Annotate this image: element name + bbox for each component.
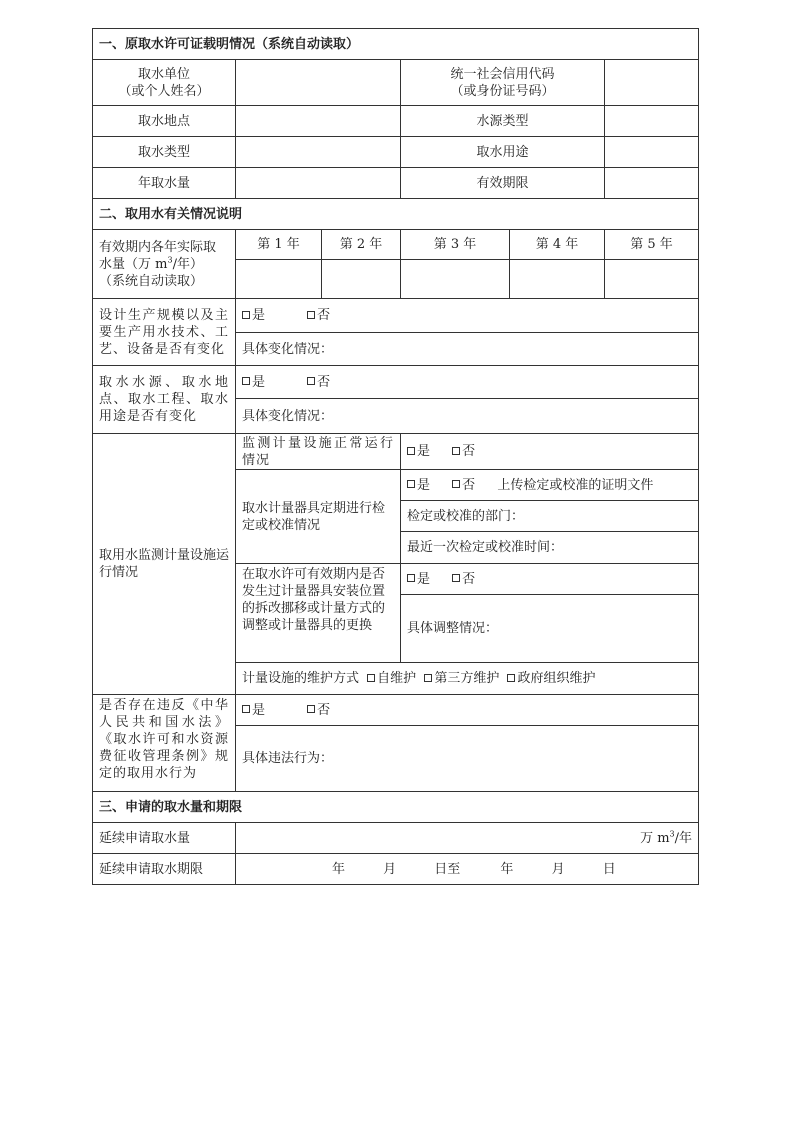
year-2-value[interactable] [322,260,401,299]
section2-title: 二、取用水有关情况说明 [93,199,699,230]
intake-location-label: 取水地点 [93,106,236,137]
source-change-yes-option[interactable] [242,374,265,391]
intake-location-field[interactable] [236,106,401,137]
violation-options [236,695,699,726]
normal-operation-label: 监测计量设施正常运行情况 [236,434,401,470]
checkbox-icon[interactable] [242,311,250,319]
calibration-department-field[interactable]: 检定或校准的部门： [401,501,699,532]
violation-detail-field[interactable]: 具体违法行为： [236,726,699,792]
normal-operation-no-option[interactable] [452,443,475,460]
start-day-to: 日至 [434,861,461,877]
no-label: 否 [317,702,331,718]
checkbox-icon[interactable] [367,674,375,682]
checkbox-icon[interactable] [307,311,315,319]
credit-code-field[interactable] [605,60,699,106]
section1-title: 一、原取水许可证载明情况（系统自动读取） [93,29,699,60]
option-label: 政府组织维护 [517,671,596,686]
adjustment-label: 在取水许可有效期内是否发生过计量器具安装位置的拆改挪移或计量方式的调整或计量器具的更换 [236,564,401,663]
calibration-yes-option[interactable] [407,477,430,494]
unit-text: 水量（万 m [99,256,168,272]
renewal-amount-unit [640,831,692,846]
unit-text: 万 m [640,830,670,846]
intake-purpose-field[interactable] [605,137,699,168]
checkbox-icon[interactable] [452,447,460,455]
renewal-period-field[interactable] [236,854,699,885]
unit-name-label-line1: 取水单位 [137,66,190,82]
renewal-period-label: 延续申请取水期限 [93,854,236,885]
checkbox-icon[interactable] [424,674,432,682]
checkbox-icon[interactable] [407,574,415,582]
adjustment-no-option[interactable] [452,571,475,588]
monitoring-label: 取用水监测计量设施运行情况 [93,434,236,695]
year-1-header: 第 1 年 [236,230,322,260]
year-5-header: 第 5 年 [605,230,699,260]
source-change-label: 取水水源、取水地点、取水工程、取水用途是否有变化 [93,366,236,434]
violation-yes-option[interactable] [242,702,265,719]
year-4-value[interactable] [510,260,605,299]
source-change-detail-field[interactable]: 具体变化情况： [236,399,699,434]
calibration-last-time-field[interactable]: 最近一次检定或校准时间： [401,532,699,564]
no-label: 否 [462,444,476,459]
design-change-options [236,299,699,333]
checkbox-icon[interactable] [452,480,460,488]
unit-name-label [93,60,236,106]
yes-label: 是 [252,308,266,323]
start-month: 月 [383,861,397,877]
checkbox-icon[interactable] [407,447,415,455]
validity-period-field[interactable] [605,168,699,199]
credit-code-label-line1: 统一社会信用代码 [450,66,555,82]
checkbox-icon[interactable] [507,674,515,682]
checkbox-icon[interactable] [452,574,460,582]
adjustment-yes-option[interactable] [407,571,430,588]
unit-superscript: 3 [669,829,675,839]
annual-usage-label-line1: 有效期内各年实际取 [99,239,217,255]
credit-code-label [401,60,605,106]
adjustment-options [401,564,699,595]
no-label: 否 [462,571,476,587]
annual-usage-label-line3: （系统自动读取） [99,273,204,289]
maintenance-row [236,663,699,695]
water-permit-renewal-form [92,28,699,885]
start-year: 年 [332,861,346,877]
normal-operation-options [401,434,699,470]
design-change-label: 设计生产规模以及主要生产用水技术、工艺、设备是否有变化 [93,299,236,366]
maintenance-government-option[interactable] [507,671,595,686]
yes-label: 是 [417,444,431,459]
checkbox-icon[interactable] [242,377,250,385]
renewal-amount-label: 延续申请取水量 [93,823,236,854]
year-3-value[interactable] [401,260,510,299]
yes-label: 是 [252,702,266,718]
section3-title: 三、申请的取水量和期限 [93,792,699,823]
source-change-options [236,366,699,399]
validity-period-label: 有效期限 [401,168,605,199]
checkbox-icon[interactable] [307,705,315,713]
design-change-yes-option[interactable] [242,307,265,324]
year-4-header: 第 4 年 [510,230,605,260]
adjustment-detail-field[interactable]: 具体调整情况： [401,595,699,663]
maintenance-third-party-option[interactable] [424,671,499,686]
annual-intake-field[interactable] [236,168,401,199]
normal-operation-yes-option[interactable] [407,443,430,460]
unit-suffix: /年 [674,830,693,846]
credit-code-label-line2: （或身份证号码） [450,83,555,99]
annual-intake-label: 年取水量 [93,168,236,199]
source-change-no-option[interactable] [307,374,330,391]
upload-certificate-link[interactable]: 上传检定或校准的证明文件 [497,477,654,493]
design-change-no-option[interactable] [307,307,330,324]
water-source-type-field[interactable] [605,106,699,137]
annual-usage-label-line2 [99,256,229,273]
checkbox-icon[interactable] [242,705,250,713]
end-year: 年 [500,861,514,877]
unit-name-label-line2: （或个人姓名） [118,83,210,99]
calibration-no-option[interactable] [452,477,475,494]
no-label: 否 [462,477,476,493]
option-label: 自维护 [377,671,417,686]
end-day: 日 [602,861,616,877]
year-2-header: 第 2 年 [322,230,401,260]
checkbox-icon[interactable] [407,480,415,488]
yes-label: 是 [417,571,431,587]
year-5-value[interactable] [605,260,699,299]
water-source-type-label: 水源类型 [401,106,605,137]
calibration-options [401,470,699,501]
year-1-value[interactable] [236,260,322,299]
intake-purpose-label: 取水用途 [401,137,605,168]
end-month: 月 [551,861,565,877]
renewal-amount-field[interactable] [236,823,699,854]
calibration-label: 取水计量器具定期进行检定或校准情况 [236,470,401,564]
yes-label: 是 [417,477,431,493]
unit-name-field[interactable] [236,60,401,106]
design-change-detail-field[interactable]: 具体变化情况： [236,333,699,366]
maintenance-label: 计量设施的维护方式 [242,671,360,686]
no-label: 否 [317,374,331,390]
option-label: 第三方维护 [434,671,500,686]
intake-type-label: 取水类型 [93,137,236,168]
checkbox-icon[interactable] [307,377,315,385]
maintenance-self-option[interactable] [367,671,416,686]
violation-label: 是否存在违反《中华人民共和国水法》《取水许可和水资源费征收管理条例》规定的取用水行为 [93,695,236,792]
unit-superscript: 3 [167,255,173,265]
year-3-header: 第 3 年 [401,230,510,260]
violation-no-option[interactable] [307,702,330,719]
unit-suffix: /年） [172,256,203,272]
no-label: 否 [317,308,331,323]
intake-type-field[interactable] [236,137,401,168]
annual-usage-label [93,230,236,299]
yes-label: 是 [252,374,266,390]
